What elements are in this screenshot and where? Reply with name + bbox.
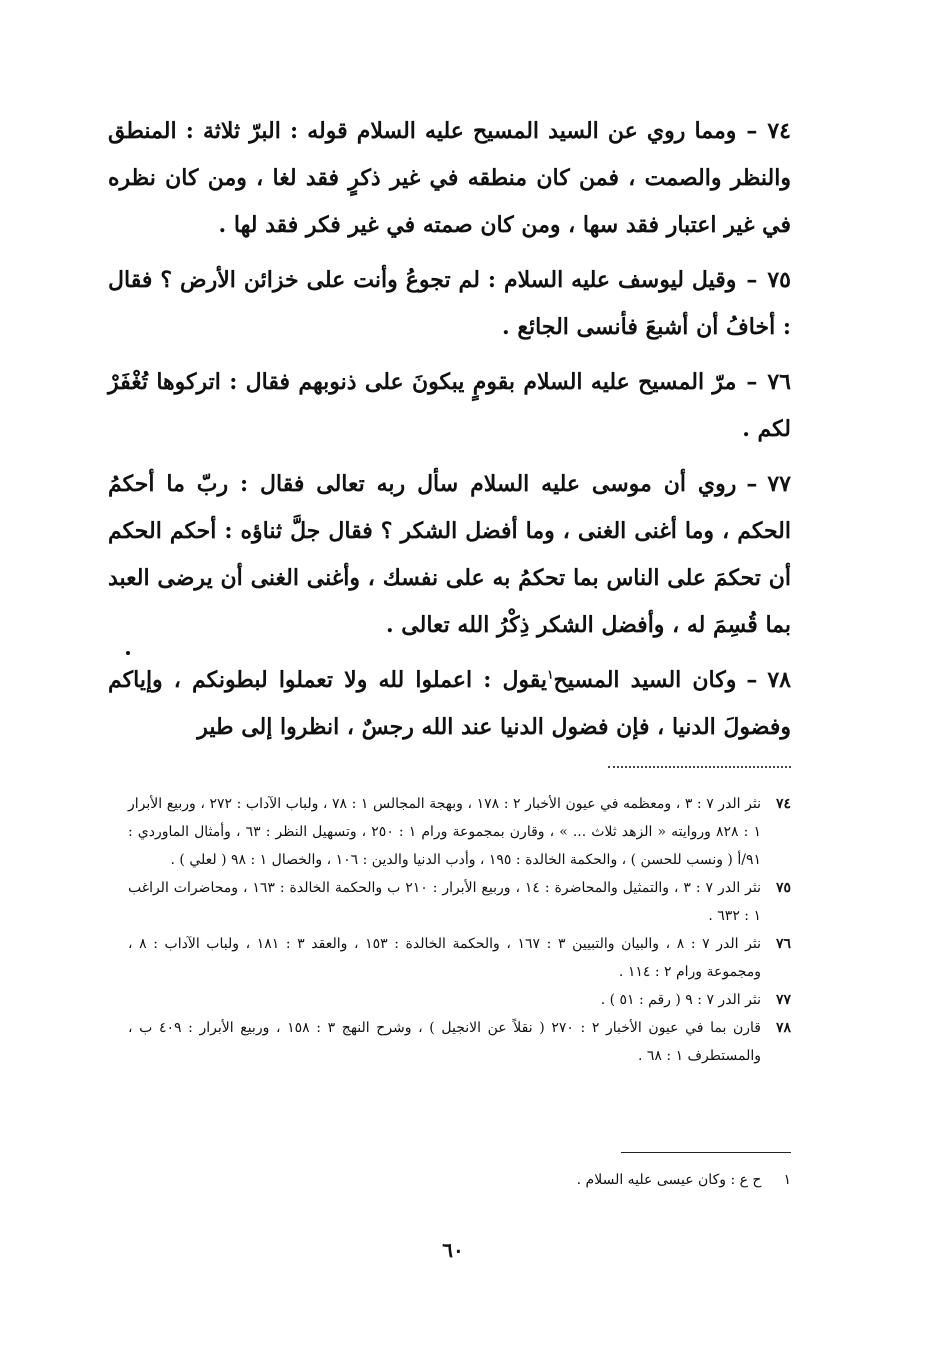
ink-speck bbox=[126, 651, 130, 655]
note-75 bbox=[128, 874, 791, 930]
note-number: ٧٧ bbox=[775, 992, 791, 1008]
note-number: ٧٥ bbox=[775, 880, 791, 896]
paragraph-78 bbox=[108, 657, 791, 751]
footnote-marker: ١ bbox=[547, 667, 554, 682]
paragraph-dash: – bbox=[746, 267, 758, 293]
page-number: ٦٠ bbox=[442, 1238, 464, 1262]
note-text: نثر الدر ٧ : ٣ ، والتمثيل والمحاضرة : ١٤ ، وربيع الأبرار : ٢١٠ ب والحكمة الخالدة : ١٦٣ ، ومحاضرات الراغب ١ : ٦٣٢ . bbox=[128, 880, 761, 924]
note-76 bbox=[128, 930, 791, 986]
note-text: نثر الدر ٧ : ٨ ، والبيان والتبيين ٣ : ١٦٧ ، والحكمة الخالدة : ١٥٣ ، والعقد ٣ : ١٨١ ، ولباب الآداب : ٨ ، ومجموعة ورام ٢ : ١١٤ . bbox=[128, 936, 761, 980]
paragraph-number: ٧٤ bbox=[767, 118, 791, 144]
footnote bbox=[400, 1166, 791, 1194]
note-number: ٧٨ bbox=[775, 1020, 791, 1036]
note-number: ٧٦ bbox=[775, 936, 791, 952]
paragraph-74 bbox=[108, 108, 791, 249]
paragraph-number: ٧٧ bbox=[767, 471, 791, 497]
paragraph-text: وقيل ليوسف عليه السلام : لم تجوعُ وأنت على خزائن الأرض ؟ فقال : أخافُ أن أشبعَ فأنسى الجائع . bbox=[108, 267, 791, 340]
paragraph-text: روي أن موسى عليه السلام سأل ربه تعالى فقال : ربّ ما أحكمُ الحكم ، وما أغنى الغنى ، وما أفضل الشكر ؟ فقال جلَّ ثناؤه : أحكم الحكم أن تحكمَ على الناس بما تحكمُ به على نفسك ، وأغنى الغنى أن يرضى العبد بما قُسِمَ له ، وأفضل الشكر ذِكْرُ الله تعالى . bbox=[108, 471, 791, 638]
paragraph-text: ومما روي عن السيد المسيح عليه السلام قوله : البرّ ثلاثة : المنطق والنظر والصمت ، فمن كان منطقه في غير ذكرٍ فقد لغا ، ومن كان نظره في غير اعتبار فقد سها ، ومن كان صمته في غير فكر فقد لها . bbox=[108, 118, 791, 238]
paragraph-dash: – bbox=[746, 118, 758, 144]
footnote-rule bbox=[621, 1152, 791, 1153]
paragraph-number: ٧٦ bbox=[767, 369, 791, 395]
paragraph-76 bbox=[108, 359, 791, 453]
paragraph-77 bbox=[108, 461, 791, 649]
footnote-text: ح ع : وكان عيسى عليه السلام . bbox=[576, 1172, 762, 1188]
paragraph-dash: – bbox=[746, 369, 758, 395]
paragraph-dash: – bbox=[746, 471, 758, 497]
paragraph-number: ٧٨ bbox=[767, 667, 791, 693]
paragraph-dash: – bbox=[746, 667, 758, 693]
note-number: ٧٤ bbox=[775, 796, 791, 812]
paragraph-number: ٧٥ bbox=[767, 267, 791, 293]
dotted-separator bbox=[608, 766, 791, 768]
note-74 bbox=[128, 790, 791, 874]
note-78 bbox=[128, 1014, 791, 1070]
paragraph-text: مرّ المسيح عليه السلام بقومٍ يبكونَ على ذنوبهم فقال : اتركوها تُغْفَرْ لكم . bbox=[108, 369, 791, 442]
source-notes bbox=[128, 790, 791, 1070]
note-text: قارن بما في عيون الأخبار ٢ : ٢٧٠ ( نقلاً عن الانجيل ) ، وشرح النهج ٣ : ١٥٨ ، وربيع الأبرار : ٤٠٩ ب ، والمستطرف ١ : ٦٨ . bbox=[128, 1020, 761, 1064]
note-77 bbox=[128, 986, 791, 1014]
footnote-number: ١ bbox=[783, 1172, 791, 1188]
paragraph-text-before: وكان السيد المسيح bbox=[553, 667, 737, 693]
note-text: نثر الدر ٧ : ٩ ( رقم : ٥١ ) . bbox=[600, 992, 761, 1008]
main-text bbox=[108, 108, 791, 759]
note-text: نثر الدر ٧ : ٣ ، ومعظمه في عيون الأخبار ٢ : ١٧٨ ، وبهجة المجالس ١ : ٧٨ ، ولباب الآداب : ٢٧٢ ، وربيع الأبرار ١ : ٨٢٨ وروايته « الزهد ثلاث ... » ، وقارن بمجموعة ورام ١ : ٢٥٠ ، وتسهيل النظر : ٦٣ ، وأمثال الماوردي : ٩١/أ ( ونسب للحسن ) ، والحكمة الخالدة : ١٩٥ ، وأدب الدنيا والدين : ١٠٦ ، والخصال ١ : ٩٨ ( لعلي ) . bbox=[128, 796, 761, 868]
paragraph-text-after: يقول : اعملوا لله ولا تعملوا لبطونكم ، وإياكم وفضولَ الدنيا ، فإن فضول الدنيا عند الله رجسٌ ، انظروا إلى طير bbox=[108, 667, 791, 740]
paragraph-75 bbox=[108, 257, 791, 351]
